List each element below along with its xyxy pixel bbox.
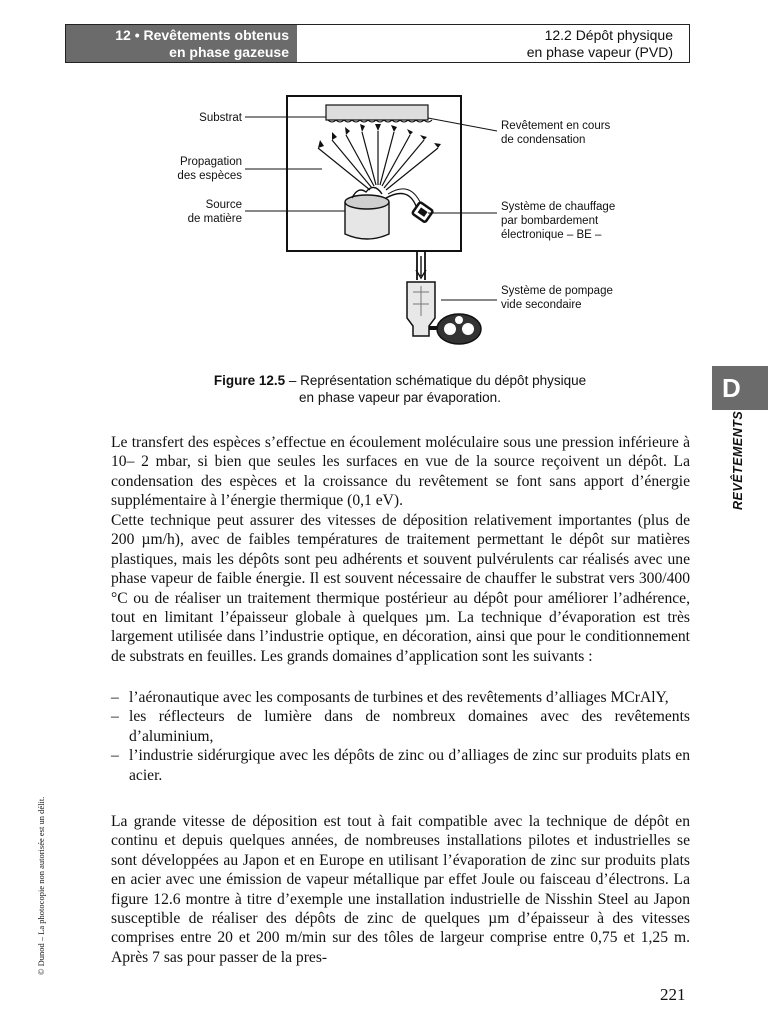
pvd-schematic-figure [0, 80, 768, 380]
label-revetement: Revêtement en cours [501, 120, 611, 132]
page-number: 221 [660, 985, 686, 1004]
running-header [65, 24, 690, 63]
rotary-pump [437, 314, 481, 344]
paragraph-1: Le transfert des espèces s’effectue en écoulement moléculaire sous une pression inférieure à 10– 2 mbar, si bien que seules les surfaces en vue de la source reçoivent un dépôt. La condensation des espèces et la croissance du revêtement se font sans apport d’énergie supplémentaire à l’énergie thermique (0,1 eV). [111, 434, 690, 510]
paragraph-2: Cette technique peut assurer des vitesses de déposition relativement importantes (plus de 200 µm/h), avec de faibles températures de traitement permettant le dépôt sur matières plastiques, mais les dépôts sont peu adhérents et souvent pulvérulents car réalisés avec une phase vapeur de faible énergie. Il est souvent nécessaire de chauffer le substrat vers 300/400 °C ou de réaliser un traitement thermique postérieur au dépôt pour améliorer l’adhérence, tout en limitant l’épaisseur globale à quelques µm. La technique d’évaporation est très largement utilisée dans l’industrie optique, en décoration, ainsi que pour le conditionnement de substrats en feuilles. Les grands domaines d’application sont les suivants : [111, 512, 690, 665]
species-arrows [318, 131, 438, 190]
section-side-label: REVÊTEMENTS [731, 410, 745, 510]
label-propagation: Propagation [179, 156, 242, 168]
list-item: – l’aéronautique avec les composants de turbines et des revêtements d’alliages MCrAlY, [111, 689, 669, 706]
list-item: – l’industrie sidérurgique avec les dépôts de zinc ou d’alliages de zinc sur produits plats en acier. [111, 747, 690, 784]
material-source [345, 187, 389, 239]
chapter-title: 12 • Revêtements obtenus en phase gazeuse [66, 25, 297, 62]
electron-beam [386, 194, 416, 207]
list-item: – les réflecteurs de lumière dans de nombreux domaines avec des revêtements d’aluminium, [111, 708, 690, 745]
figure-caption [150, 372, 650, 406]
label-pompage: Système de pompage [501, 285, 613, 297]
copyright-notice: © Dunod – La photocopie non autorisée est un délit. [36, 796, 46, 975]
caption-text: – Représentation schématique du dépôt physique [285, 373, 587, 388]
label-propagation-2: des espèces [177, 170, 242, 182]
substrate [326, 105, 428, 120]
label-substrat: Substrat [199, 112, 242, 124]
caption-line-2: en phase vapeur par évaporation. [299, 390, 501, 405]
label-chauffage-3: électronique – BE – [501, 229, 602, 241]
chapter-tab: D [712, 366, 768, 410]
paragraph-3: La grande vitesse de déposition est tout à fait compatible avec la technique de dépôt en continu et depuis quelques années, de nombreuses installations pilotes et industrielles se sont développées au Japon et en Europe en utilisant l’évaporation de zinc sur produits plats en acier avec une émission de vapeur métallique par effet Joule ou faisceau d’électrons. La figure 12.6 montre à titre d’exemple une installation industrielle de Nisshin Steel au Japon susceptible de réaliser des dépôts de zinc de quelques µm d’épaisseur à des vitesses comprises entre 20 et 200 m/min sur des tôles de largeur comprise entre 0,75 et 1,25 m. Après 7 sas pour passer de la pres- [111, 813, 690, 966]
section-title: 12.2 Dépôt physique en phase vapeur (PVD) [526, 27, 673, 60]
label-revetement-2: de condensation [501, 134, 586, 146]
label-pompage-2: vide secondaire [501, 299, 582, 311]
application-list [111, 688, 690, 785]
label-source: Source [205, 199, 242, 211]
label-chauffage-2: par bombardement [501, 215, 599, 227]
label-source-2: de matière [187, 213, 242, 225]
caption-label: Figure 12.5 [213, 373, 286, 388]
label-chauffage: Système de chauffage [501, 201, 616, 213]
